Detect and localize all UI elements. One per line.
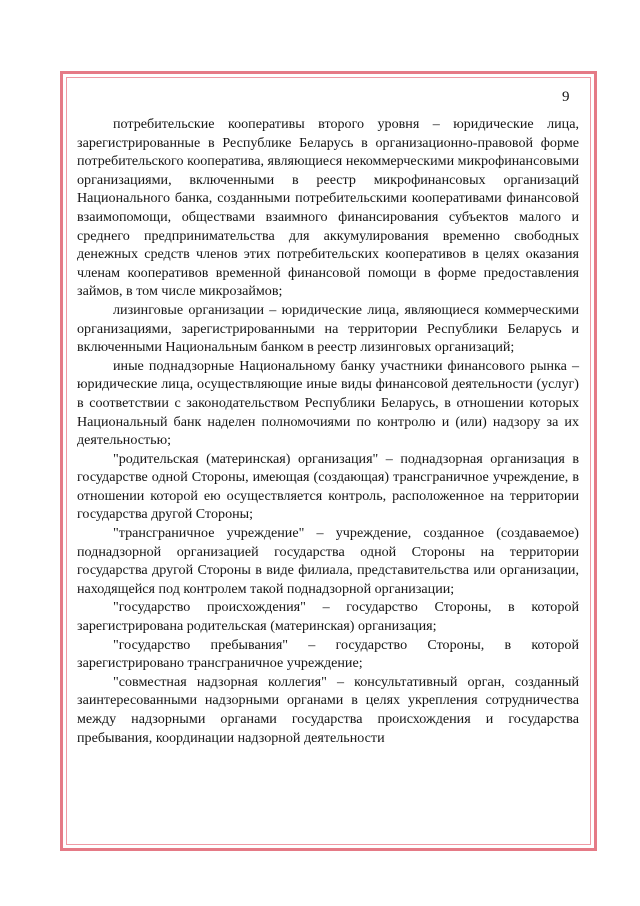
document-body	[77, 115, 579, 747]
paragraph-parent-organization: "родительская (материнская) организация" – поднадзорная организация в государстве одной Стороны, имеющая (создающая) трансграничное учреждение, в отношении которой ею осуществляется контроль, расположенное на территории государства другой Стороны;	[77, 450, 579, 523]
paragraph-leasing-organizations: лизинговые организации – юридические лица, являющиеся коммерческими организациями, зарегистрированными на территории Республики Беларусь и включенными Национальным банком в реестр лизинговых организаций;	[77, 301, 579, 356]
paragraph-cross-border-institution: "трансграничное учреждение" – учреждение, созданное (создаваемое) поднадзорной организацией государства одной Стороны на территории государства другой Стороны в виде филиала, представительства или организации, находящейся под контролем такой поднадзорной организации;	[77, 525, 579, 597]
paragraph-joint-supervisory-college: "совместная надзорная коллегия" – консультативный орган, созданный заинтересованными надзорными органами в целях укрепления сотрудничества между надзорными органами государства происхождения и государства пребывания, координации надзорной деятельности	[77, 673, 579, 746]
paragraph-host-state: "государство пребывания" – государство Стороны, в которой зарегистрировано трансграничное учреждение;	[77, 636, 579, 672]
paragraph-home-state: "государство происхождения" – государство Стороны, в которой зарегистрирована родительская (материнская) организация;	[77, 599, 579, 635]
paragraph-consumer-cooperatives: потребительские кооперативы второго уровня – юридические лица, зарегистрированные в Республике Беларусь в организационно-правовой форме потребительского кооператива, являющиеся некоммерческими микрофинансовыми организациями, включенными в реестр микрофинансовых организаций Национального банка, созданными потребительскими кооперативами финансовой взаимопомощи, обществами взаимного финансирования субъектов малого и среднего предпринимательства для аккумулирования временно свободных денежных средств членов этих потребительских кооперативов в целях оказания членам кооперативов временной финансовой помощи в форме предоставления займов, в том числе микрозаймов;	[77, 116, 579, 300]
page-number: 9	[562, 89, 570, 105]
paragraph-other-market-participants: иные поднадзорные Национальному банку участники финансового рынка – юридические лица, осуществляющие иные виды финансовой деятельности (услуг) в соответствии с законодательством Республики Беларусь, в отношении которых Национальный банк наделен полномочиями по контролю и (или) надзору за их деятельностью;	[77, 357, 579, 449]
